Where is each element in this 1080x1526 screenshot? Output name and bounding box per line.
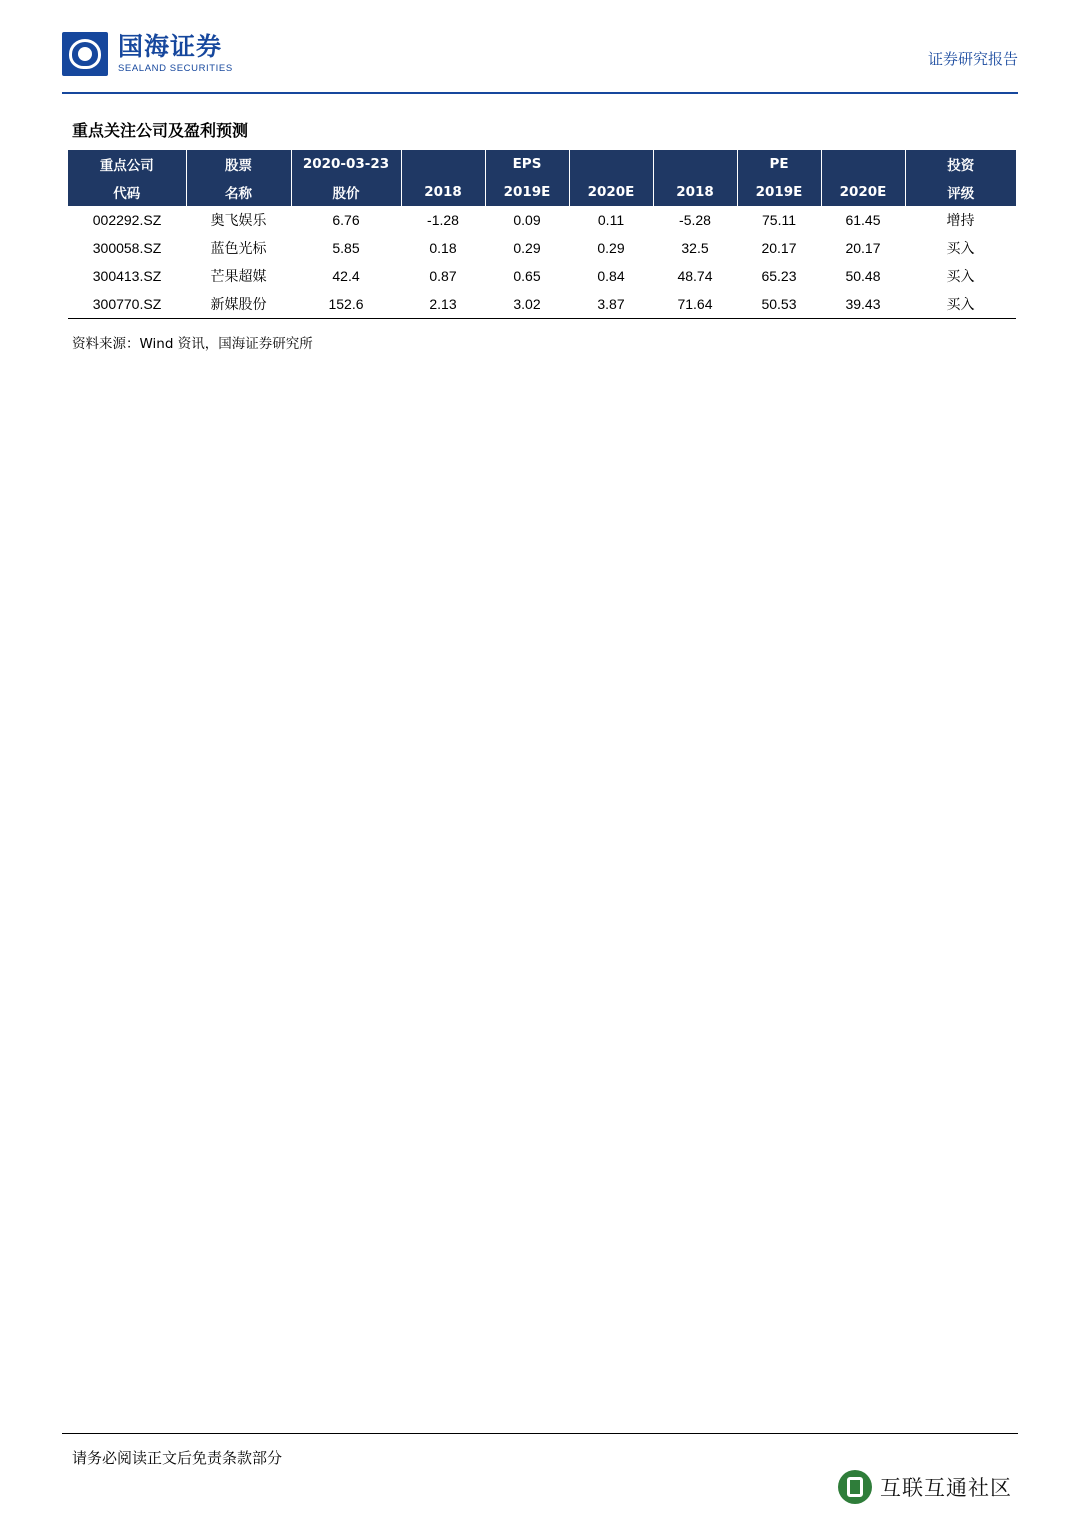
header-eps-2020e: 2020E [569,178,653,206]
cell-name: 新媒股份 [186,290,291,319]
cell-code: 002292.SZ [92,212,162,228]
brand-text [118,34,233,74]
cell-eps-2019e: 0.29 [513,240,541,256]
brand-name-en: SEALAND SECURITIES [118,63,233,75]
sealand-logo-icon [62,32,108,76]
cell-pe-2019e: 75.11 [762,212,796,228]
header-price-date: 2020-03-23 [291,150,401,178]
cell-name: 蓝色光标 [210,241,267,257]
header-blank-2 [569,150,653,178]
cell-price: 6.76 [332,212,360,228]
page-header [62,32,1018,94]
header-rating-top: 投资 [905,150,1016,178]
header-eps-2018: 2018 [401,178,485,206]
table-source-note: 资料来源：Wind 资讯，国海证券研究所 [72,336,313,352]
header-blank-3 [653,150,737,178]
watermark-label: 互联互通社区 [880,1476,1012,1500]
cell-pe-2020e: 39.43 [821,290,905,319]
cell-rating: 买入 [946,241,975,257]
cell-pe-2018: -5.28 [679,212,711,228]
cell-eps-2020e: 0.11 [597,212,625,228]
cell-eps-2018: -1.28 [427,212,459,228]
header-company-code-top: 重点公司 [68,150,186,178]
table-header-row-2 [68,178,1016,206]
cell-eps-2020e: 0.84 [597,268,625,284]
report-type-label: 证券研究报告 [927,50,1018,68]
watermark [832,1466,1018,1508]
cell-eps-2020e: 0.29 [597,240,625,256]
cell-rating: 买入 [946,269,975,285]
cell-eps-2018: 0.18 [429,240,457,256]
cell-rating: 买入 [905,290,1016,319]
table-row [68,234,1016,262]
header-company-code: 代码 [68,178,186,206]
cell-eps-2019e: 0.65 [513,268,541,284]
cell-code: 300413.SZ [92,268,162,284]
page-title: 重点关注公司及盈利预测 [72,121,249,140]
cell-eps-2020e: 3.87 [569,290,653,319]
cell-pe-2020e: 61.45 [845,212,881,228]
cell-name: 奥飞娱乐 [210,213,267,229]
cell-pe-2019e: 65.23 [761,268,797,284]
cell-eps-2018: 2.13 [401,290,485,319]
cell-price: 42.4 [332,268,360,284]
cell-pe-2019e: 50.53 [737,290,821,319]
cell-pe-2020e: 50.48 [845,268,881,284]
community-logo-icon [838,1470,872,1504]
table-row [68,290,1016,319]
header-blank-1 [401,150,485,178]
table-row [68,262,1016,290]
cell-pe-2018: 48.74 [677,268,713,284]
header-stock-name: 名称 [186,178,291,206]
cell-code: 300058.SZ [92,240,162,256]
table-header-row-1 [68,150,1016,178]
brand-logo [62,32,233,76]
header-divider [62,92,1018,94]
cell-name: 芒果超媒 [210,269,267,285]
earnings-forecast-table [68,150,1016,319]
cell-pe-2019e: 20.17 [761,240,797,256]
header-share-price: 股价 [291,178,401,206]
cell-price: 5.85 [332,240,360,256]
header-stock-name-top: 股票 [186,150,291,178]
footer-disclaimer: 请务必阅读正文后免责条款部分 [72,1449,283,1467]
cell-eps-2019e: 0.09 [513,212,541,228]
cell-rating: 增持 [946,213,975,229]
header-pe-2020e: 2020E [821,178,905,206]
table-row [68,206,1016,234]
cell-eps-2019e: 3.02 [485,290,569,319]
cell-price: 152.6 [291,290,401,319]
cell-eps-2018: 0.87 [429,268,457,284]
cell-pe-2020e: 20.17 [845,240,881,256]
cell-code: 300770.SZ [68,290,186,319]
header-eps-group: EPS [485,150,569,178]
header-pe-2019e: 2019E [737,178,821,206]
header-eps-2019e: 2019E [485,178,569,206]
header-pe-group: PE [737,150,821,178]
header-rating: 评级 [905,178,1016,206]
header-pe-2018: 2018 [653,178,737,206]
cell-pe-2018: 32.5 [681,240,709,256]
cell-pe-2018: 71.64 [653,290,737,319]
header-blank-4 [821,150,905,178]
footer-divider [62,1433,1018,1434]
brand-name-cn: 国海证券 [118,32,223,62]
